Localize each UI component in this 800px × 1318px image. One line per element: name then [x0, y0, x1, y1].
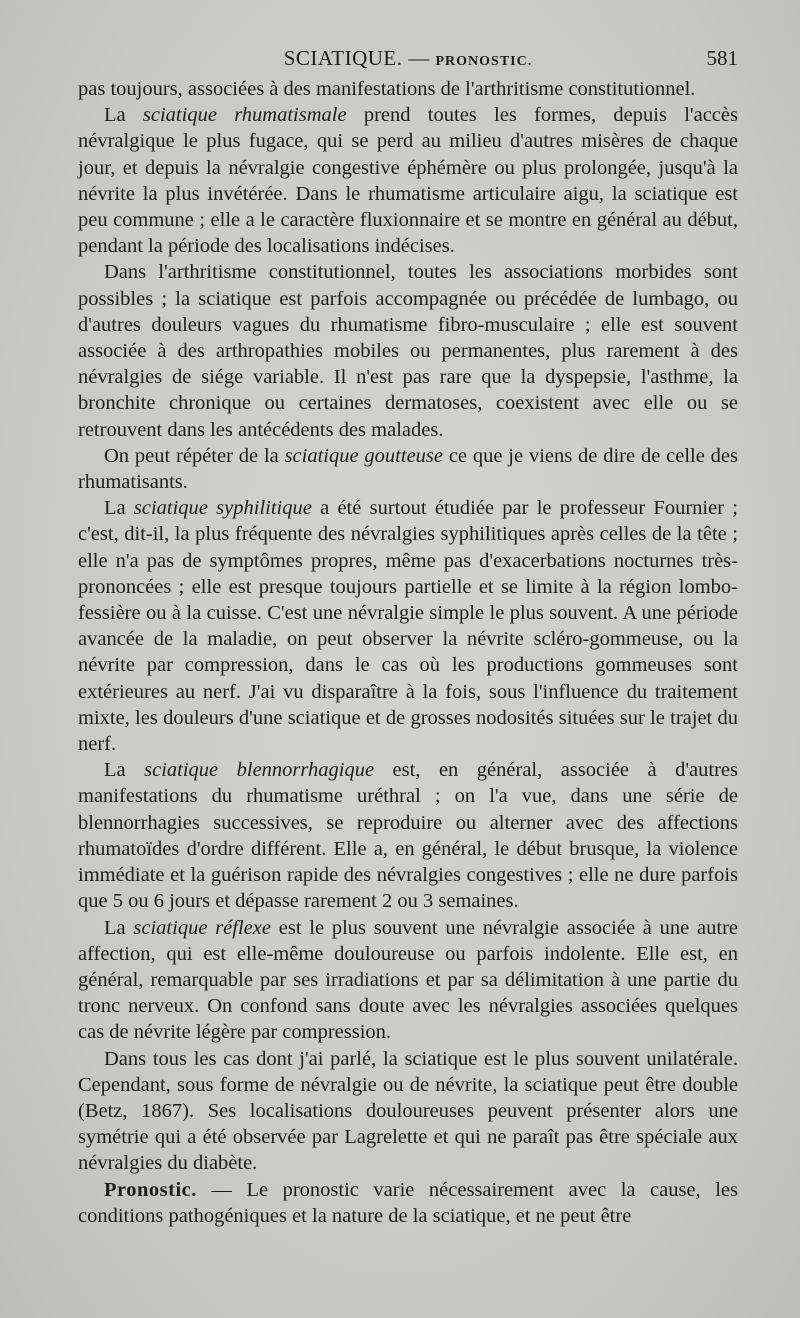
paragraph: [78, 1177, 738, 1229]
paragraph: [78, 495, 738, 757]
paragraph-italic-term: sciatique réflexe: [133, 916, 271, 939]
paragraph-post: a été surtout étudiée par le professeur Fournier ; c'est, dit-il, la plus fréquente des névralgies syphilitiques après celles de la tête ; elle n'a pas de symptômes propres, même pas d'exacerbations nocturnes très-prononcées ; elle est presque toujours partielle et se limite à la région lombo-fessière ou à la cuisse. C'est une névralgie simple le plus souvent. A une période avancée de la maladie, on peut observer la névrite scléro-gommeuse, ou la névrite par compression, dans le cas où les productions gommeuses sont extérieures au nerf. J'ai vu disparaître à la fois, sous l'influence du traitement mixte, les douleurs d'une sciatique et de grosses nodosités situées sur le trajet du nerf.: [78, 497, 738, 756]
section-heading-pronostic: Pronostic.: [104, 1178, 197, 1201]
paragraph-text: Dans tous les cas dont j'ai parlé, la sciatique est le plus souvent unilatérale. Cependant, sous forme de névralgie ou de névrite, la sciatique peut être double (Betz, 1867). Ses localisations douloureuses peuvent présenter alors une symétrie qui a été observée par Lagrelette et qui ne paraît pas être spéciale aux névralgies du diabète.: [78, 1047, 738, 1175]
paragraph: [78, 443, 738, 495]
paragraph-italic-term: sciatique rhumatismale: [142, 104, 347, 127]
paragraph-pre: On peut répéter de la: [104, 444, 285, 467]
paragraph-post: prend toutes les formes, depuis l'accès névralgique le plus fugace, qui se perd au milieu d'autres misères de chaque jour, et depuis la névralgie congestive éphémère ou plus prolongée, jusqu'à la névrite la plus invétérée. Dans le rhumatisme articulaire aigu, la sciatique est peu commune ; elle a le caractère fluxionnaire et se montre en général au début, pendant la période des localisations indécises.: [78, 104, 738, 258]
running-header: [78, 44, 738, 74]
paragraph: [78, 102, 738, 259]
paragraph-pre: La: [104, 497, 134, 520]
paragraph: [78, 757, 738, 914]
chapter-title: SCIATIQUE.: [283, 46, 403, 70]
paragraph: [78, 1046, 738, 1177]
page-number: 581: [706, 46, 738, 70]
running-title: [78, 46, 738, 71]
paragraph: [78, 76, 738, 102]
paragraph-pre: La: [104, 916, 134, 939]
paragraph-pre: La: [104, 104, 143, 127]
paragraph-italic-term: sciatique goutteuse: [284, 444, 443, 467]
paragraph-post: est le plus souvent une névralgie associée à une autre affection, qui est elle-même douloureuse ou parfois indolente. Elle est, en général, remarquable par ses irradiations et par sa délimitation à une partie du tronc nerveux. On confond sans doute avec les névralgies associées quelques cas de névrite légère par compression.: [78, 916, 739, 1044]
paragraph-post: ce que je viens de dire de celle des rhumatisants.: [78, 444, 738, 494]
paragraph-post: est, en général, associée à d'autres manifestations du rhumatisme uréthral ; on l'a vue, dans une série de blennorrhagies successives, se reproduire ou alterner avec des affections rhumatoïdes d'ordre différent. Elle a, en général, le début brusque, la violence immédiate et la guérison rapide des névralgies congestives ; elle ne dure parfois que 5 ou 6 jours et dépasse rarement 2 ou 3 semaines.: [78, 759, 739, 913]
body-text: [78, 76, 738, 1229]
paragraph: [78, 259, 738, 442]
paragraph-text: Dans l'arthritisme constitutionnel, toutes les associations morbides sont possibles ; la sciatique est parfois accompagnée ou précédée de lumbago, ou d'autres douleurs vagues du rhumatisme fibro-musculaire ; elle est souvent associée à des arthropathies mobiles ou permanentes, plus rarement à des névralgies de siége variable. Il n'est pas rare que la dyspepsie, l'asthme, la bronchite chronique ou certaines dermatoses, coexistent avec elle ou se retrouvent dans les antécédents des malades.: [78, 261, 738, 441]
paragraph: [78, 915, 738, 1046]
paragraph-italic-term: sciatique blennorrhagique: [144, 759, 375, 782]
paragraph-post: — Le pronostic varie nécessairement avec la cause, les conditions pathogéniques et la nature de la sciatique, et ne peut être: [78, 1178, 738, 1227]
paragraph-italic-term: sciatique syphilitique: [133, 497, 312, 520]
paragraph-pre: La: [104, 759, 145, 782]
paragraph-text: pas toujours, associées à des manifestations de l'arthritisme constitutionnel.: [78, 78, 696, 100]
section-title: PRONOSTIC.: [435, 54, 533, 69]
title-dash: —: [402, 46, 436, 70]
